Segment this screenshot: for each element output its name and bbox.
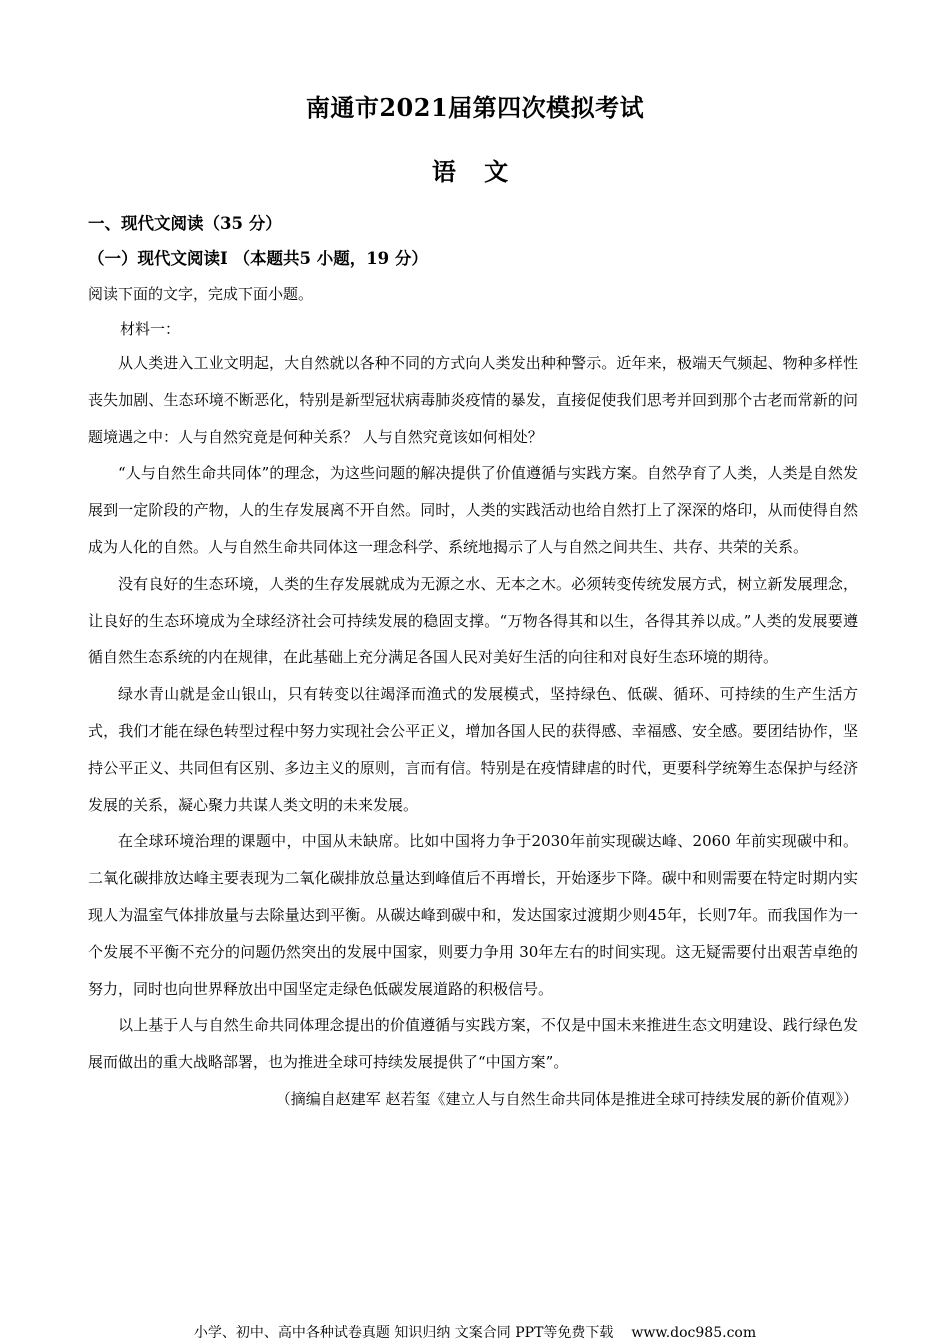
section-heading: 一、现代文阅读（35 分） (88, 214, 282, 233)
paragraph-4: 绿水青山就是金山银山，只有转变以往竭泽而渔式的发展模式，坚持绿色、低碳、循环、可持续的生产生活方式，我们才能在绿色转型过程中努力实现社会公平正义，增加各国人民的获得感、幸福感、安全感。要团结协作，坚持公平正义、共同但有区别、多边主义的原则，言而有信。特别是在疫情肆虐的时代，更要科学统筹生态保护与经济发展的关系，凝心聚力共谋人类文明的未来发展。 (88, 685, 858, 814)
exam-title: 南通市2021届第四次模拟考试 (305, 93, 645, 122)
paragraph-2: “人与自然生命共同体”的理念，为这些问题的解决提供了价值遵循与实践方案。自然孕育了人类，人类是自然发展到一定阶段的产物，人的生存发展离不开自然。同时，人类的实践活动也给自然打上了深深的烙印，从而使得自然成为人化的自然。人与自然生命共同体这一理念科学、系统地揭示了人与自然之间共生、共存、共荣的关系。 (88, 464, 858, 556)
footer-text: 小学、初中、高中各种试卷真题 知识归纳 文案合同 PPT等免费下载 (193, 1325, 614, 1341)
paragraph-5: 在全球环境治理的课题中，中国从未缺席。比如中国将力争于2030年前实现碳达峰、2060 年前实现碳中和。二氧化碳排放达峰主要表现为二氧化碳排放总量达到峰值后不再增长，开始逐步下降。碳中和则需要在特定时期内实现人为温室气体排放量与去除量达到平衡。从碳达峰到碳中和，发达国家过渡期少则45年，长则7年。而我国作为一个发展不平衡不充分的问题仍然突出的发展中国家，则要力争用 30年左右的时间实现。这无疑需要付出艰苦卓绝的努力，同时也向世界释放出中国坚定走绿色低碳发展道路的积极信号。 (88, 832, 858, 998)
reading-instruction: 阅读下面的文字，完成下面小题。 (88, 285, 314, 303)
subject-title: 语 文 (431, 157, 519, 186)
paragraph-6: 以上基于人与自然生命共同体理念提出的价值遵循与实践方案，不仅是中国未来推进生态文明建设、践行绿色发展而做出的重大战略部署，也为推进全球可持续发展提供了“中国方案”。 (88, 1016, 858, 1072)
material-label: 材料一： (120, 320, 181, 338)
footer-site-link[interactable]: www.doc985.com (631, 1325, 757, 1341)
sub-section-heading: （一）现代文阅读Ⅰ （本题共5 小题，19 分） (88, 249, 428, 268)
page-footer (0, 1322, 950, 1342)
reading-passage (88, 345, 858, 1118)
paragraph-3: 没有良好的生态环境，人类的生存发展就成为无源之水、无本之木。必须转变传统发展方式，树立新发展理念，让良好的生态环境成为全球经济社会可持续发展的稳固支撑。“万物各得其和以生，各得其养以成。”人类的发展要遵循自然生态系统的内在规律，在此基础上充分满足各国人民对美好生活的向往和对良好生态环境的期待。 (88, 574, 858, 667)
source-citation: （摘编自赵建军 赵若玺《建立人与自然生命共同体是推进全球可持续发展的新价值观》） (275, 1089, 858, 1108)
paragraph-1: 从人类进入工业文明起，大自然就以各种不同的方式向人类发出种种警示。近年来，极端天气频起、物种多样性丧失加剧、生态环境不断恶化，特别是新型冠状病毒肺炎疫情的暴发，直接促使我们思考并回到那个古老而常新的问题境遇之中：人与自然究竟是何种关系？ 人与自然究竟该如何相处？ (88, 354, 858, 446)
